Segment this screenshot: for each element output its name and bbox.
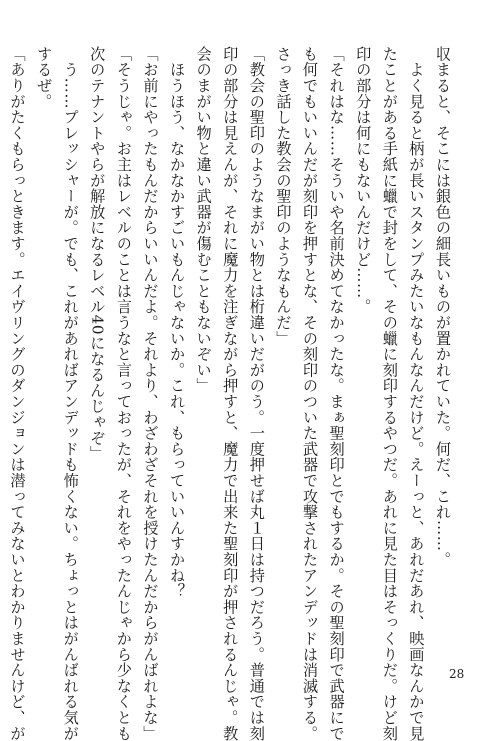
text-line: 「それはな……そういや名前決めてなかったな。まぁ聖刻印とでもするか。その聖刻印で武器にで xyxy=(327,46,346,741)
text-line: するぜ。 xyxy=(35,46,54,110)
text-line: 次のテナントやらが解放になるレベル40になるんじゃぞ」 xyxy=(88,46,107,462)
text-line: 「ありがたくもらっときます。エイヴリングのダンジョンは潜ってみないとわかりませんけど、が xyxy=(8,46,27,741)
text-line: 「お前にやったもんだからいいんだよ。それより、わざわざそれを授けたんだからがんばれよな」 xyxy=(141,46,160,741)
text-line: う……プレッシャーが。でも、これがあればアンデッドも怖くない。ちょっとはがんばれる気が xyxy=(61,46,80,741)
text-line: 「そうじゃ。お主はレベルのことは言うなと言っておったが、それをやったんじゃから少なくとも xyxy=(114,46,133,741)
text-line: 印の部分は何にもないんだけど……。 xyxy=(354,46,373,315)
text-line: も何でもいいんだが刻印を押すとな、その刻印のついた武器で攻撃されたアンデッドは消滅する。 xyxy=(301,46,320,741)
text-line: さっき話した教会の聖印のようなもんだ」 xyxy=(274,46,293,347)
text-line: ほうほう、なかなかすごいもんじゃないか。これ、もらっていいんすかね？ xyxy=(168,46,187,599)
text-line: 印の部分は見えんが、それに魔力を注ぎながら押すと、魔力で出来た聖刻印が押されるんじゃ。教 xyxy=(221,46,240,741)
text-line: たことがある手紙に蠟で封をして、その蠟に刻印するやつだ。あれに見た目はそっくりだ。けど刻 xyxy=(380,46,399,741)
page-number: 28 xyxy=(449,667,465,681)
text-line: 会のまがい物と違い武器が傷むこともないぞい」 xyxy=(194,46,213,394)
vertical-text-block xyxy=(8,46,456,741)
text-line: 収まると、そこには銀色の細長いものが置かれていた。何だ、これ……。 xyxy=(434,46,452,568)
text-line: 「教会の聖印のようなまがい物とは桁違いだがのう。一度押せば丸１日は持つだろう。普通では刻 xyxy=(247,46,266,741)
text-line: よく見ると柄が長いスタンプみたいなもんなんだけど。えーっと、あれだあれ、映画なんかで見 xyxy=(407,46,426,741)
